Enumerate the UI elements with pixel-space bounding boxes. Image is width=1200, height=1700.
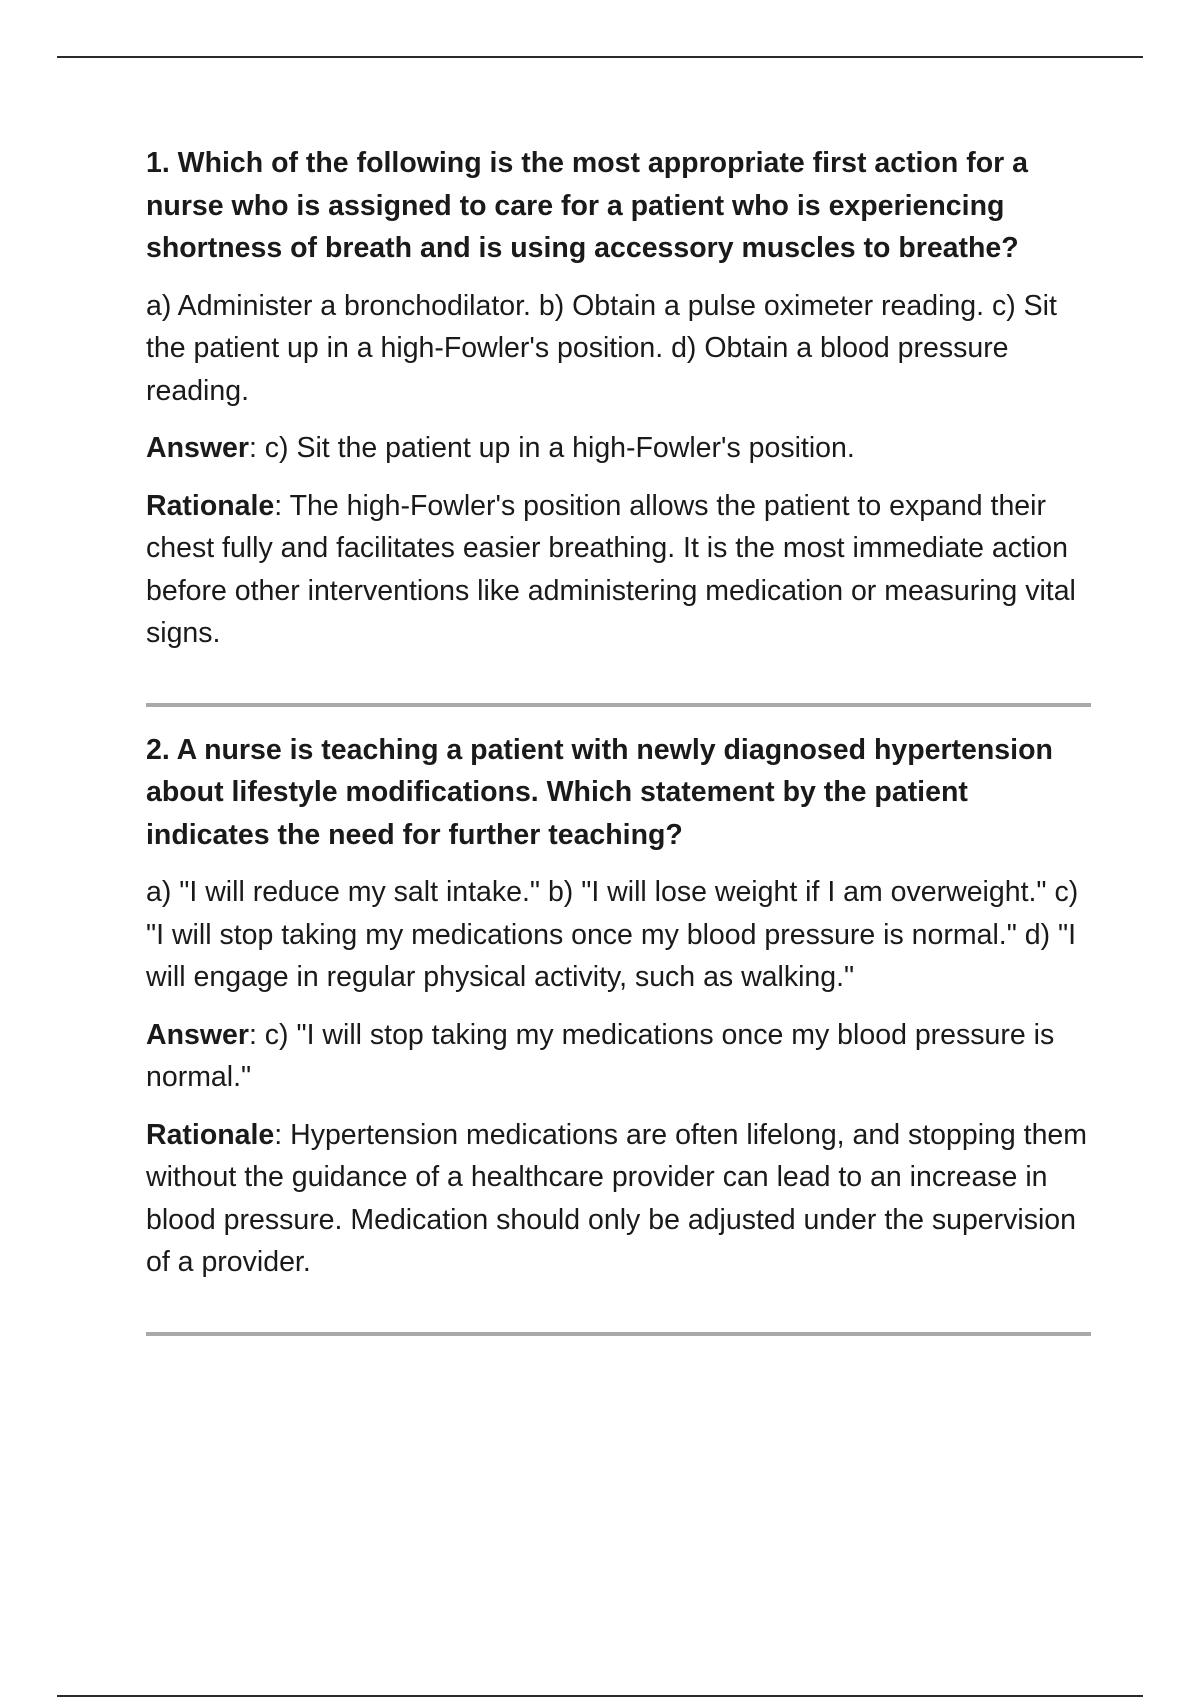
question-1-options: a) Administer a bronchodilator. b) Obtain a pulse oximeter reading. c) Sit the patient up in a high-Fowler's position. d) Obtain a blood pressure reading. — [146, 289, 1057, 407]
rationale-label: Rationale — [146, 1118, 275, 1151]
rationale-label: Rationale — [146, 489, 275, 522]
question-block-1 — [146, 142, 1091, 655]
question-1-rationale — [146, 485, 1091, 655]
rationale-text: : Hypertension medications are often lifelong, and stopping them without the guidance of a healthcare provider can lead to an increase in blood pressure. Medication should only be adjusted under the supervision of a provider. — [146, 1118, 1088, 1278]
page-top-rule — [57, 56, 1143, 58]
question-divider — [146, 1332, 1091, 1336]
answer-text: : c) Sit the patient up in a high-Fowler's position. — [248, 432, 855, 464]
question-divider — [146, 703, 1091, 707]
answer-text: : c) "I will stop taking my medications once my blood pressure is normal." — [146, 1018, 1055, 1093]
question-1-answer — [146, 427, 1091, 470]
document-body — [146, 142, 1091, 1336]
answer-label: Answer — [146, 1018, 249, 1051]
question-2-rationale — [146, 1114, 1091, 1284]
question-2-answer — [146, 1014, 1091, 1099]
question-2-text: 2. A nurse is teaching a patient with newly diagnosed hypertension about lifestyle modifications. Which statement by the patient indicates the need for further teaching? — [146, 733, 1053, 851]
rationale-text: : The high-Fowler's position allows the patient to expand their chest fully and facilitates easier breathing. It is the most immediate action before other interventions like administering medication or measuring vital signs. — [146, 489, 1076, 649]
answer-label: Answer — [146, 432, 249, 464]
question-2-options: a) "I will reduce my salt intake." b) "I will lose weight if I am overweight." c) "I will stop taking my medications once my blood pressure is normal." d) "I will engage in regular physical activity, such as walking." — [146, 876, 1079, 993]
question-1-text: 1. Which of the following is the most appropriate first action for a nurse who is assigned to care for a patient who is experiencing shortness of breath and is using accessory muscles to breathe? — [146, 147, 1028, 264]
page-bottom-rule — [57, 1695, 1143, 1697]
question-block-2 — [146, 729, 1091, 1284]
